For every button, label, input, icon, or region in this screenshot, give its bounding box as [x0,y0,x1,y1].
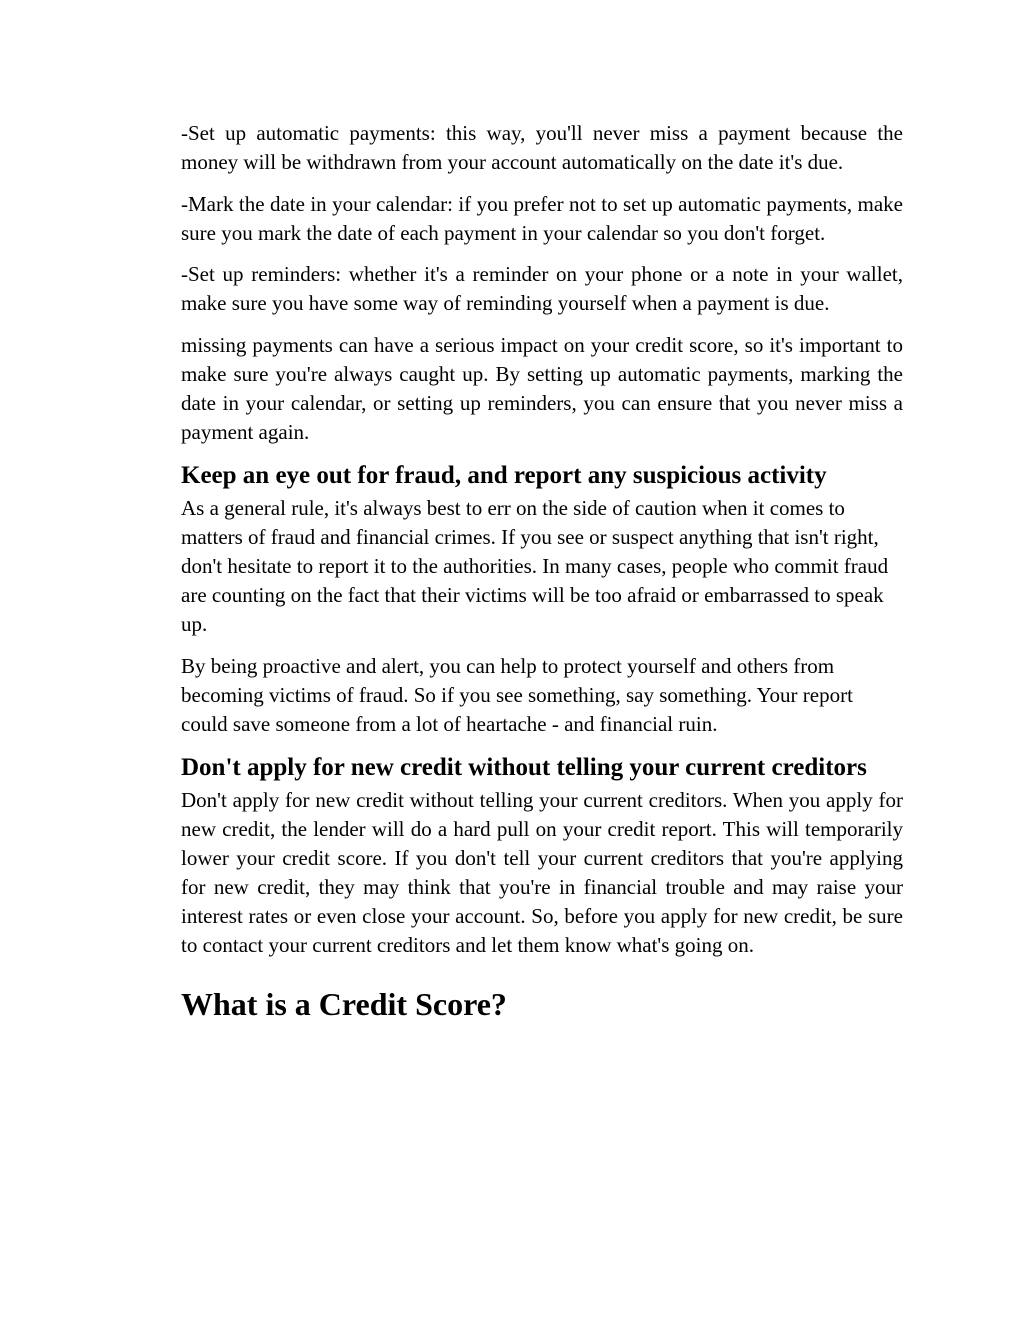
paragraph-mark-calendar: -Mark the date in your calendar: if you prefer not to set up automatic payments, make sure you mark the date of each payment in your calendar so you don't forget. [181,191,903,245]
paragraph-new-credit: Don't apply for new credit without telling your current creditors. When you apply for new credit, the lender will do a hard pull on your credit report. This will temporarily lower your credit score. If you don't tell your current creditors that you're applying for new credit, they may think that you're in financial trouble and may raise your interest rates or even close your account. So, before you apply for new credit, be sure to contact your current creditors and let them know what's going on. [181,788,903,957]
chapter-heading: What is a Credit Score? [181,986,507,1022]
heading-fraud: Keep an eye out for fraud, and report any suspicious activity [181,462,827,489]
paragraph-missing-payments: missing payments can have a serious impact on your credit score, so it's important to make sure you're always caught up. By setting up automatic payments, marking the date in your calendar, or setting up reminders, you can ensure that you never miss a payment again. [181,332,903,444]
paragraph-fraud-general-rule: As a general rule, it's always best to err on the side of caution when it comes to matters of fraud and financial crimes. If you see or suspect anything that isn't right, don't hesitate to report it to the authorities. In many cases, people who commit fraud are counting on the fact that their victims will be too afraid or embarrassed to speak up. [181,496,889,636]
document-page [181,119,903,1024]
paragraph-set-reminders: -Set up reminders: whether it's a reminder on your phone or a note in your wallet, make sure you have some way of reminding yourself when a payment is due. [181,262,903,315]
paragraph-automatic-payments: -Set up automatic payments: this way, you'll never miss a payment because the money will be withdrawn from your account automatically on the date it's due. [181,121,903,174]
paragraph-fraud-proactive: By being proactive and alert, you can help to protect yourself and others from becoming victims of fraud. So if you see something, say something. Your report could save someone from a lot of heartache - and financial ruin. [181,653,853,736]
heading-new-credit: Don't apply for new credit without telling your current creditors [181,754,867,781]
